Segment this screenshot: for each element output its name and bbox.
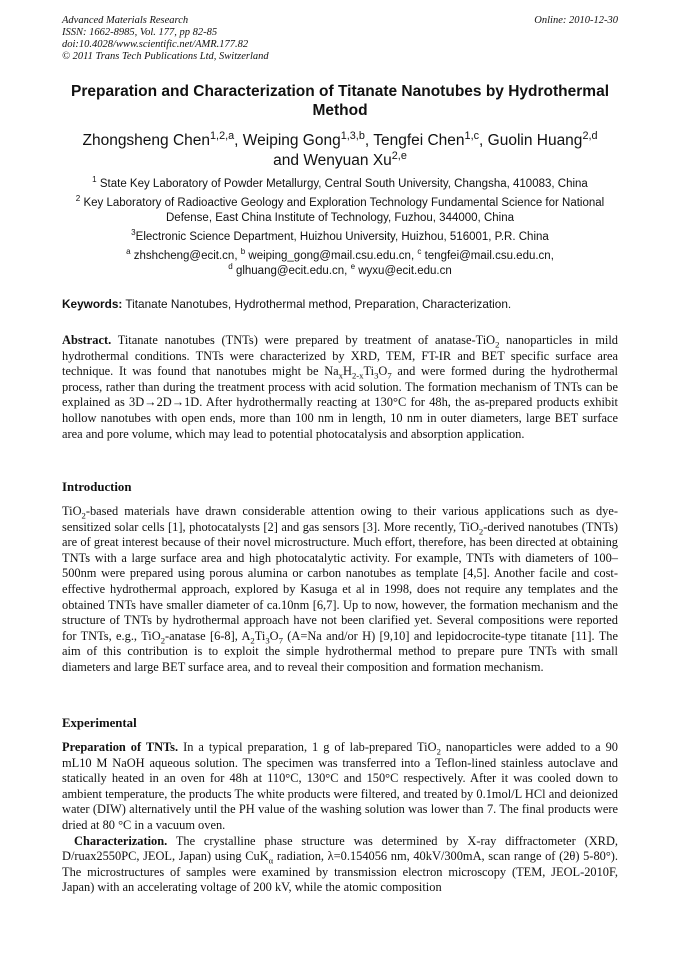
email-link[interactable]: wyxu@ecit.edu.cn [358,265,452,277]
preparation-label: Preparation of TNTs. [62,740,179,754]
affiliation-mark: 2 [75,194,81,204]
author-affil-mark: 2,d [582,129,598,142]
subscript: 2 [436,746,441,757]
affiliation-text: State Key Laboratory of Powder Metallurgy, Central South University, Changsha, 410083, China [99,178,588,190]
email-list: $^a$ zhshcheng@ecit.cn, $^b$ weiping_gong@mail.csu.edu.cn, $^c$ tengfei@mail.csu.edu.cn, $^d$ glhuang@ecit.edu.cn, $^e$ wyxu@ecit.edu.cn [126,247,554,277]
subscript: 2 [478,526,484,537]
abstract-text: and were formed during the hydrothermal process, rather than during the treatment process with acid solution. The formation mechanism of TNTs can be explained as 3D→2D→1D. After hydrothermally reacting at 130°C for 48h, the as-prepared products exhibit hollow nanotubes with open ends, more than 100 nm in length, 10 nm in outer diameters, large BET surface area and pore volume, which may lead to potential photocatalysis and absorption application. [62,364,618,441]
affiliation [62,196,618,226]
subscript: 7 [387,370,392,381]
subscript: 7 [278,635,283,646]
preparation-paragraph [62,740,618,834]
abstract-text: nanoparticles in mild hydrothermal conditions. TNTs were characterized by XRD, TEM, FT-IR and BET specific surface area technique. It was found that nanotubes might be Na [62,333,618,379]
subscript: 2 [250,635,255,646]
section-heading-experimental: Experimental [62,716,137,730]
subscript: 2 [160,635,166,646]
affiliation [62,230,618,245]
abstract-text: Titanate nanotubes (TNTs) were prepared by treatment of anatase-TiO [117,333,496,347]
subscript: x [338,370,343,381]
author-affil-mark: 1,3,b [340,129,365,142]
intro-text: Ti [254,628,266,643]
characterization-label: Characterization. [74,833,168,848]
experimental-section [62,740,618,896]
abstract [62,333,618,442]
author-affil-mark: 1,c [464,129,480,142]
keywords-label: Keywords: [62,297,123,311]
abstract-text: O [378,364,388,379]
email-mark: b [240,247,246,257]
email-link[interactable]: zhshcheng@ecit.cn [133,250,235,262]
author-affil-mark: 1,2,a [210,129,235,142]
journal-doi: doi:10.4028/www.scientific.net/AMR.177.82 [62,39,249,50]
online-date: Online: 2010-12-30 [534,15,618,26]
subscript: 2 [495,339,500,350]
intro-text: O [269,628,279,643]
author-name: Zhongsheng Chen [82,132,211,149]
paper-title: Preparation and Characterization of Titanate Nanotubes by Hydrothermal Method [70,83,609,119]
author-conjunction: and [273,152,299,169]
author-list: Zhongsheng Chen$^{1,2,a}$, Weiping Gong$^{1,3,b}$, Tengfei Chen$^{1,c}$, Guolin Huang$^{2,d}$ and Wenyuan Xu$^{2,e}$ [82,129,598,169]
characterization-paragraph [62,834,618,896]
author-affil-mark: 2,e [391,149,407,162]
author-name: Tengfei Chen [373,132,465,149]
email-link[interactable]: glhuang@ecit.edu.cn [235,265,345,277]
intro-text: -based materials have drawn considerable attention owing to their various applications such as dye-sensitized solar cells [1], photocatalysts [2] and gas sensors [3]. More recently, TiO [62,504,618,534]
affiliation-text: Electronic Science Department, Huizhou University, Huizhou, 516001, P.R. China [135,231,549,243]
introduction-paragraph [62,504,618,676]
abstract-text: Ti [363,364,375,379]
subscript: 2 [81,510,86,521]
section-heading-introduction: Introduction [62,480,132,494]
intro-text: -derived nanotubes (TNTs) are of great interest because of their novel microstructure. Much effort, therefore, has been directed at obtaining TNTs with a large surface area and high photocatalytic activity. For example, TNTs with diameters of 100–500nm were prepared using porous alumina or carbon nanotubes as template [4,5]. Another facile and cost-effective hydrothermal approach, explored by Kasuga et al in 1998, does not require any templates and the obtained TNTs have smaller diameter of ca.10nm [6,7]. Up to now, however, the formation mechanism and the structure of TNTs by hydrothermal approach have not been clarified yet. Several compositions were reported for TNTs, e.g., TiO [62,519,618,643]
affiliation-block [62,177,618,279]
email-mark: d [228,262,233,272]
intro-text: (A=Na and/or H) [9,10] and lepidocrocite-type titanate [11]. The aim of this contribution is to exploit the simple hydrothermal method to prepare pure TNTs with small diameters and large BET surface area, and to reveal their composition and formation mechanism. [62,628,618,674]
journal-copyright: © 2011 Trans Tech Publications Ltd, Switzerland [62,51,269,62]
affiliation [62,177,618,192]
email-mark: a [126,247,131,257]
subscript: 3 [265,635,270,646]
affiliation-mark: 3 [131,228,136,238]
abstract-label: Abstract. [62,333,112,347]
subscript: 2-x [351,370,364,381]
affiliation-text: Key Laboratory of Radioactive Geology and Exploration Technology Fundamental Science for National Defense, East China Institute of Technology, Fuzhou, 344000, China [83,197,605,224]
intro-text: -anatase [6-8], A [165,628,251,643]
journal-name: Advanced Materials Research [62,15,189,26]
journal-header [62,15,618,63]
subscript: α [268,855,274,866]
affiliation-mark: 1 [92,175,97,185]
email-mark: e [350,262,356,272]
keywords [62,297,618,312]
author-name: Wenyuan Xu [303,152,392,169]
email-link[interactable]: tengfei@mail.csu.edu.cn [424,250,551,262]
intro-text: TiO [62,504,82,518]
exp-text: The crystalline phase structure was determined by X-ray diffractometer (XRD, D/ruax2550PC, JEOL, Japan) using CuK [62,833,618,864]
journal-issn: ISSN: 1662-8985, Vol. 177, pp 82-85 [62,27,218,38]
keywords-text: Titanate Nanotubes, Hydrothermal method, Preparation, Characterization. [125,297,512,311]
subscript: 3 [374,370,379,381]
author-name: Guolin Huang [487,132,583,149]
exp-text: radiation, λ=0.154056 nm, 40kV/300mA, scan range of (2θ) 5-80°). The microstructures of samples were examined by transmission electron microscopy (TEM, JEOL-2010F, Japan) with an accelerating voltage of 200 kV, while the atomic composition [62,849,619,895]
abstract-text: H [343,364,352,379]
exp-text: In a typical preparation, 1 g of lab-prepared TiO [178,740,437,754]
author-name: Weiping Gong [242,132,341,149]
email-link[interactable]: weiping_gong@mail.csu.edu.cn [248,250,411,262]
exp-text: nanoparticles were added to a 90 mL10 M NaOH aqueous solution. The specimen was transferred into a Teflon-lined stainless autoclave and statically heated in an oven for 48h at 110°C, 130°C and 150°C respectively. After it was cooled down to ambient temperature, the products The white products were filtered, and treated by 0.1mol/L HCl and deionized water (DIW) alternatively until the PH value of the washing solution was lower than 7. The final products were dried at 80 °C in a vacuum oven. [62,740,618,832]
email-mark: c [417,247,422,257]
